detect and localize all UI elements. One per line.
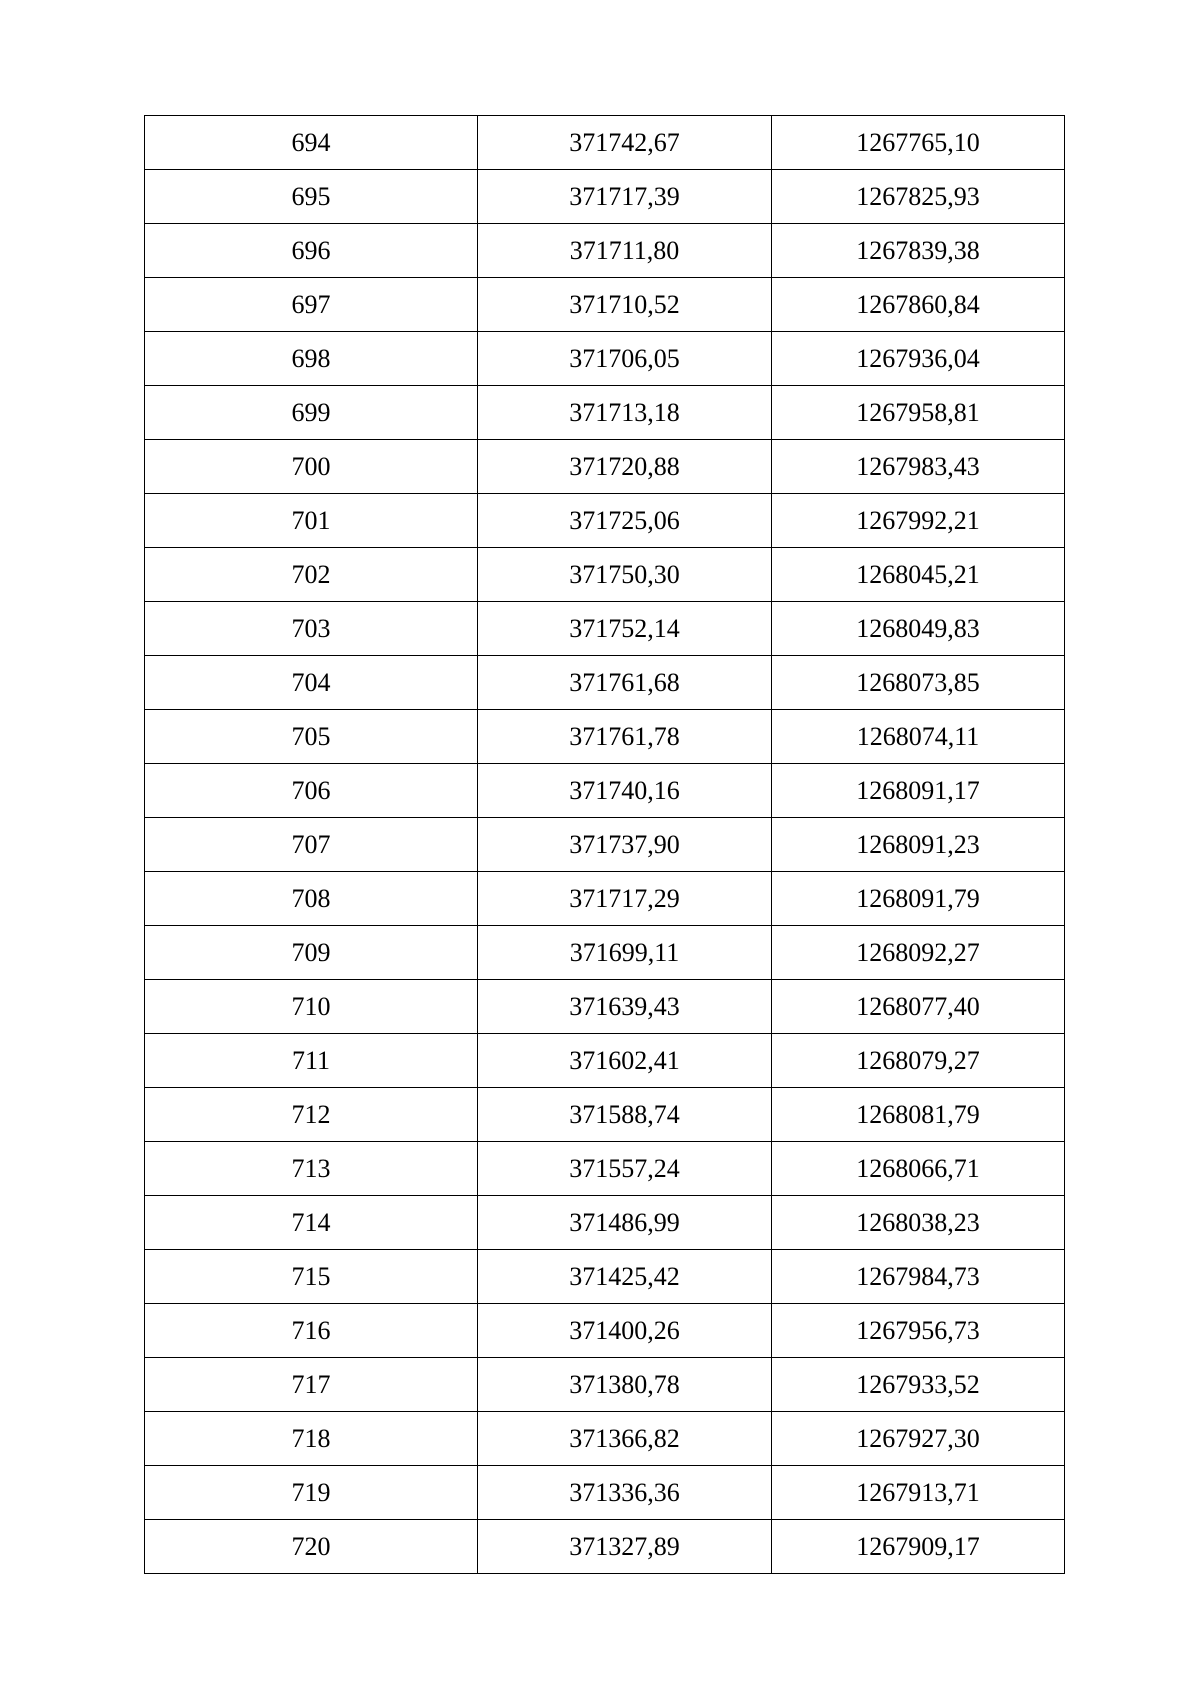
y-coordinate-cell: 1268073,85 <box>772 656 1065 710</box>
table-row <box>145 116 1065 170</box>
table-row <box>145 278 1065 332</box>
table-row <box>145 1088 1065 1142</box>
point-number-cell: 719 <box>145 1466 478 1520</box>
y-coordinate-cell: 1268038,23 <box>772 1196 1065 1250</box>
y-coordinate-cell: 1267765,10 <box>772 116 1065 170</box>
x-coordinate-cell: 371742,67 <box>478 116 772 170</box>
table-row <box>145 494 1065 548</box>
y-coordinate-cell: 1267956,73 <box>772 1304 1065 1358</box>
x-coordinate-cell: 371425,42 <box>478 1250 772 1304</box>
x-coordinate-cell: 371336,36 <box>478 1466 772 1520</box>
table-row <box>145 1304 1065 1358</box>
x-coordinate-cell: 371327,89 <box>478 1520 772 1574</box>
table-row <box>145 1250 1065 1304</box>
table-row <box>145 872 1065 926</box>
point-number-cell: 701 <box>145 494 478 548</box>
table-row <box>145 818 1065 872</box>
y-coordinate-cell: 1267958,81 <box>772 386 1065 440</box>
point-number-cell: 696 <box>145 224 478 278</box>
point-number-cell: 700 <box>145 440 478 494</box>
point-number-cell: 710 <box>145 980 478 1034</box>
y-coordinate-cell: 1268091,17 <box>772 764 1065 818</box>
table-row <box>145 1520 1065 1574</box>
x-coordinate-cell: 371717,29 <box>478 872 772 926</box>
point-number-cell: 695 <box>145 170 478 224</box>
x-coordinate-cell: 371725,06 <box>478 494 772 548</box>
point-number-cell: 698 <box>145 332 478 386</box>
coordinates-table <box>144 115 1065 1574</box>
x-coordinate-cell: 371486,99 <box>478 1196 772 1250</box>
y-coordinate-cell: 1268092,27 <box>772 926 1065 980</box>
point-number-cell: 716 <box>145 1304 478 1358</box>
x-coordinate-cell: 371602,41 <box>478 1034 772 1088</box>
point-number-cell: 704 <box>145 656 478 710</box>
y-coordinate-cell: 1268081,79 <box>772 1088 1065 1142</box>
x-coordinate-cell: 371380,78 <box>478 1358 772 1412</box>
table-row <box>145 1142 1065 1196</box>
y-coordinate-cell: 1268091,23 <box>772 818 1065 872</box>
point-number-cell: 706 <box>145 764 478 818</box>
y-coordinate-cell: 1267933,52 <box>772 1358 1065 1412</box>
x-coordinate-cell: 371366,82 <box>478 1412 772 1466</box>
point-number-cell: 709 <box>145 926 478 980</box>
table-row <box>145 224 1065 278</box>
y-coordinate-cell: 1267913,71 <box>772 1466 1065 1520</box>
table-row <box>145 710 1065 764</box>
point-number-cell: 697 <box>145 278 478 332</box>
x-coordinate-cell: 371711,80 <box>478 224 772 278</box>
y-coordinate-cell: 1267992,21 <box>772 494 1065 548</box>
point-number-cell: 702 <box>145 548 478 602</box>
y-coordinate-cell: 1267927,30 <box>772 1412 1065 1466</box>
table-row <box>145 602 1065 656</box>
point-number-cell: 708 <box>145 872 478 926</box>
y-coordinate-cell: 1267983,43 <box>772 440 1065 494</box>
x-coordinate-cell: 371639,43 <box>478 980 772 1034</box>
table-row <box>145 170 1065 224</box>
table-row <box>145 548 1065 602</box>
x-coordinate-cell: 371761,68 <box>478 656 772 710</box>
y-coordinate-cell: 1268077,40 <box>772 980 1065 1034</box>
table-row <box>145 1358 1065 1412</box>
y-coordinate-cell: 1268079,27 <box>772 1034 1065 1088</box>
y-coordinate-cell: 1268045,21 <box>772 548 1065 602</box>
y-coordinate-cell: 1268091,79 <box>772 872 1065 926</box>
x-coordinate-cell: 371752,14 <box>478 602 772 656</box>
x-coordinate-cell: 371706,05 <box>478 332 772 386</box>
point-number-cell: 694 <box>145 116 478 170</box>
x-coordinate-cell: 371717,39 <box>478 170 772 224</box>
x-coordinate-cell: 371557,24 <box>478 1142 772 1196</box>
y-coordinate-cell: 1267936,04 <box>772 332 1065 386</box>
table-row <box>145 1412 1065 1466</box>
table-row <box>145 440 1065 494</box>
y-coordinate-cell: 1268074,11 <box>772 710 1065 764</box>
x-coordinate-cell: 371588,74 <box>478 1088 772 1142</box>
x-coordinate-cell: 371400,26 <box>478 1304 772 1358</box>
table-row <box>145 1196 1065 1250</box>
y-coordinate-cell: 1268049,83 <box>772 602 1065 656</box>
x-coordinate-cell: 371720,88 <box>478 440 772 494</box>
y-coordinate-cell: 1267909,17 <box>772 1520 1065 1574</box>
point-number-cell: 718 <box>145 1412 478 1466</box>
y-coordinate-cell: 1267860,84 <box>772 278 1065 332</box>
point-number-cell: 711 <box>145 1034 478 1088</box>
y-coordinate-cell: 1267984,73 <box>772 1250 1065 1304</box>
table-row <box>145 332 1065 386</box>
point-number-cell: 703 <box>145 602 478 656</box>
point-number-cell: 714 <box>145 1196 478 1250</box>
x-coordinate-cell: 371750,30 <box>478 548 772 602</box>
point-number-cell: 699 <box>145 386 478 440</box>
point-number-cell: 713 <box>145 1142 478 1196</box>
point-number-cell: 717 <box>145 1358 478 1412</box>
x-coordinate-cell: 371740,16 <box>478 764 772 818</box>
table-row <box>145 656 1065 710</box>
x-coordinate-cell: 371737,90 <box>478 818 772 872</box>
point-number-cell: 715 <box>145 1250 478 1304</box>
y-coordinate-cell: 1267839,38 <box>772 224 1065 278</box>
y-coordinate-cell: 1268066,71 <box>772 1142 1065 1196</box>
x-coordinate-cell: 371761,78 <box>478 710 772 764</box>
table-row <box>145 926 1065 980</box>
point-number-cell: 705 <box>145 710 478 764</box>
table-row <box>145 980 1065 1034</box>
table-row <box>145 764 1065 818</box>
x-coordinate-cell: 371699,11 <box>478 926 772 980</box>
point-number-cell: 707 <box>145 818 478 872</box>
y-coordinate-cell: 1267825,93 <box>772 170 1065 224</box>
point-number-cell: 720 <box>145 1520 478 1574</box>
table-row <box>145 1466 1065 1520</box>
x-coordinate-cell: 371713,18 <box>478 386 772 440</box>
table-row <box>145 1034 1065 1088</box>
point-number-cell: 712 <box>145 1088 478 1142</box>
table-row <box>145 386 1065 440</box>
coordinates-table-body <box>145 116 1065 1574</box>
x-coordinate-cell: 371710,52 <box>478 278 772 332</box>
